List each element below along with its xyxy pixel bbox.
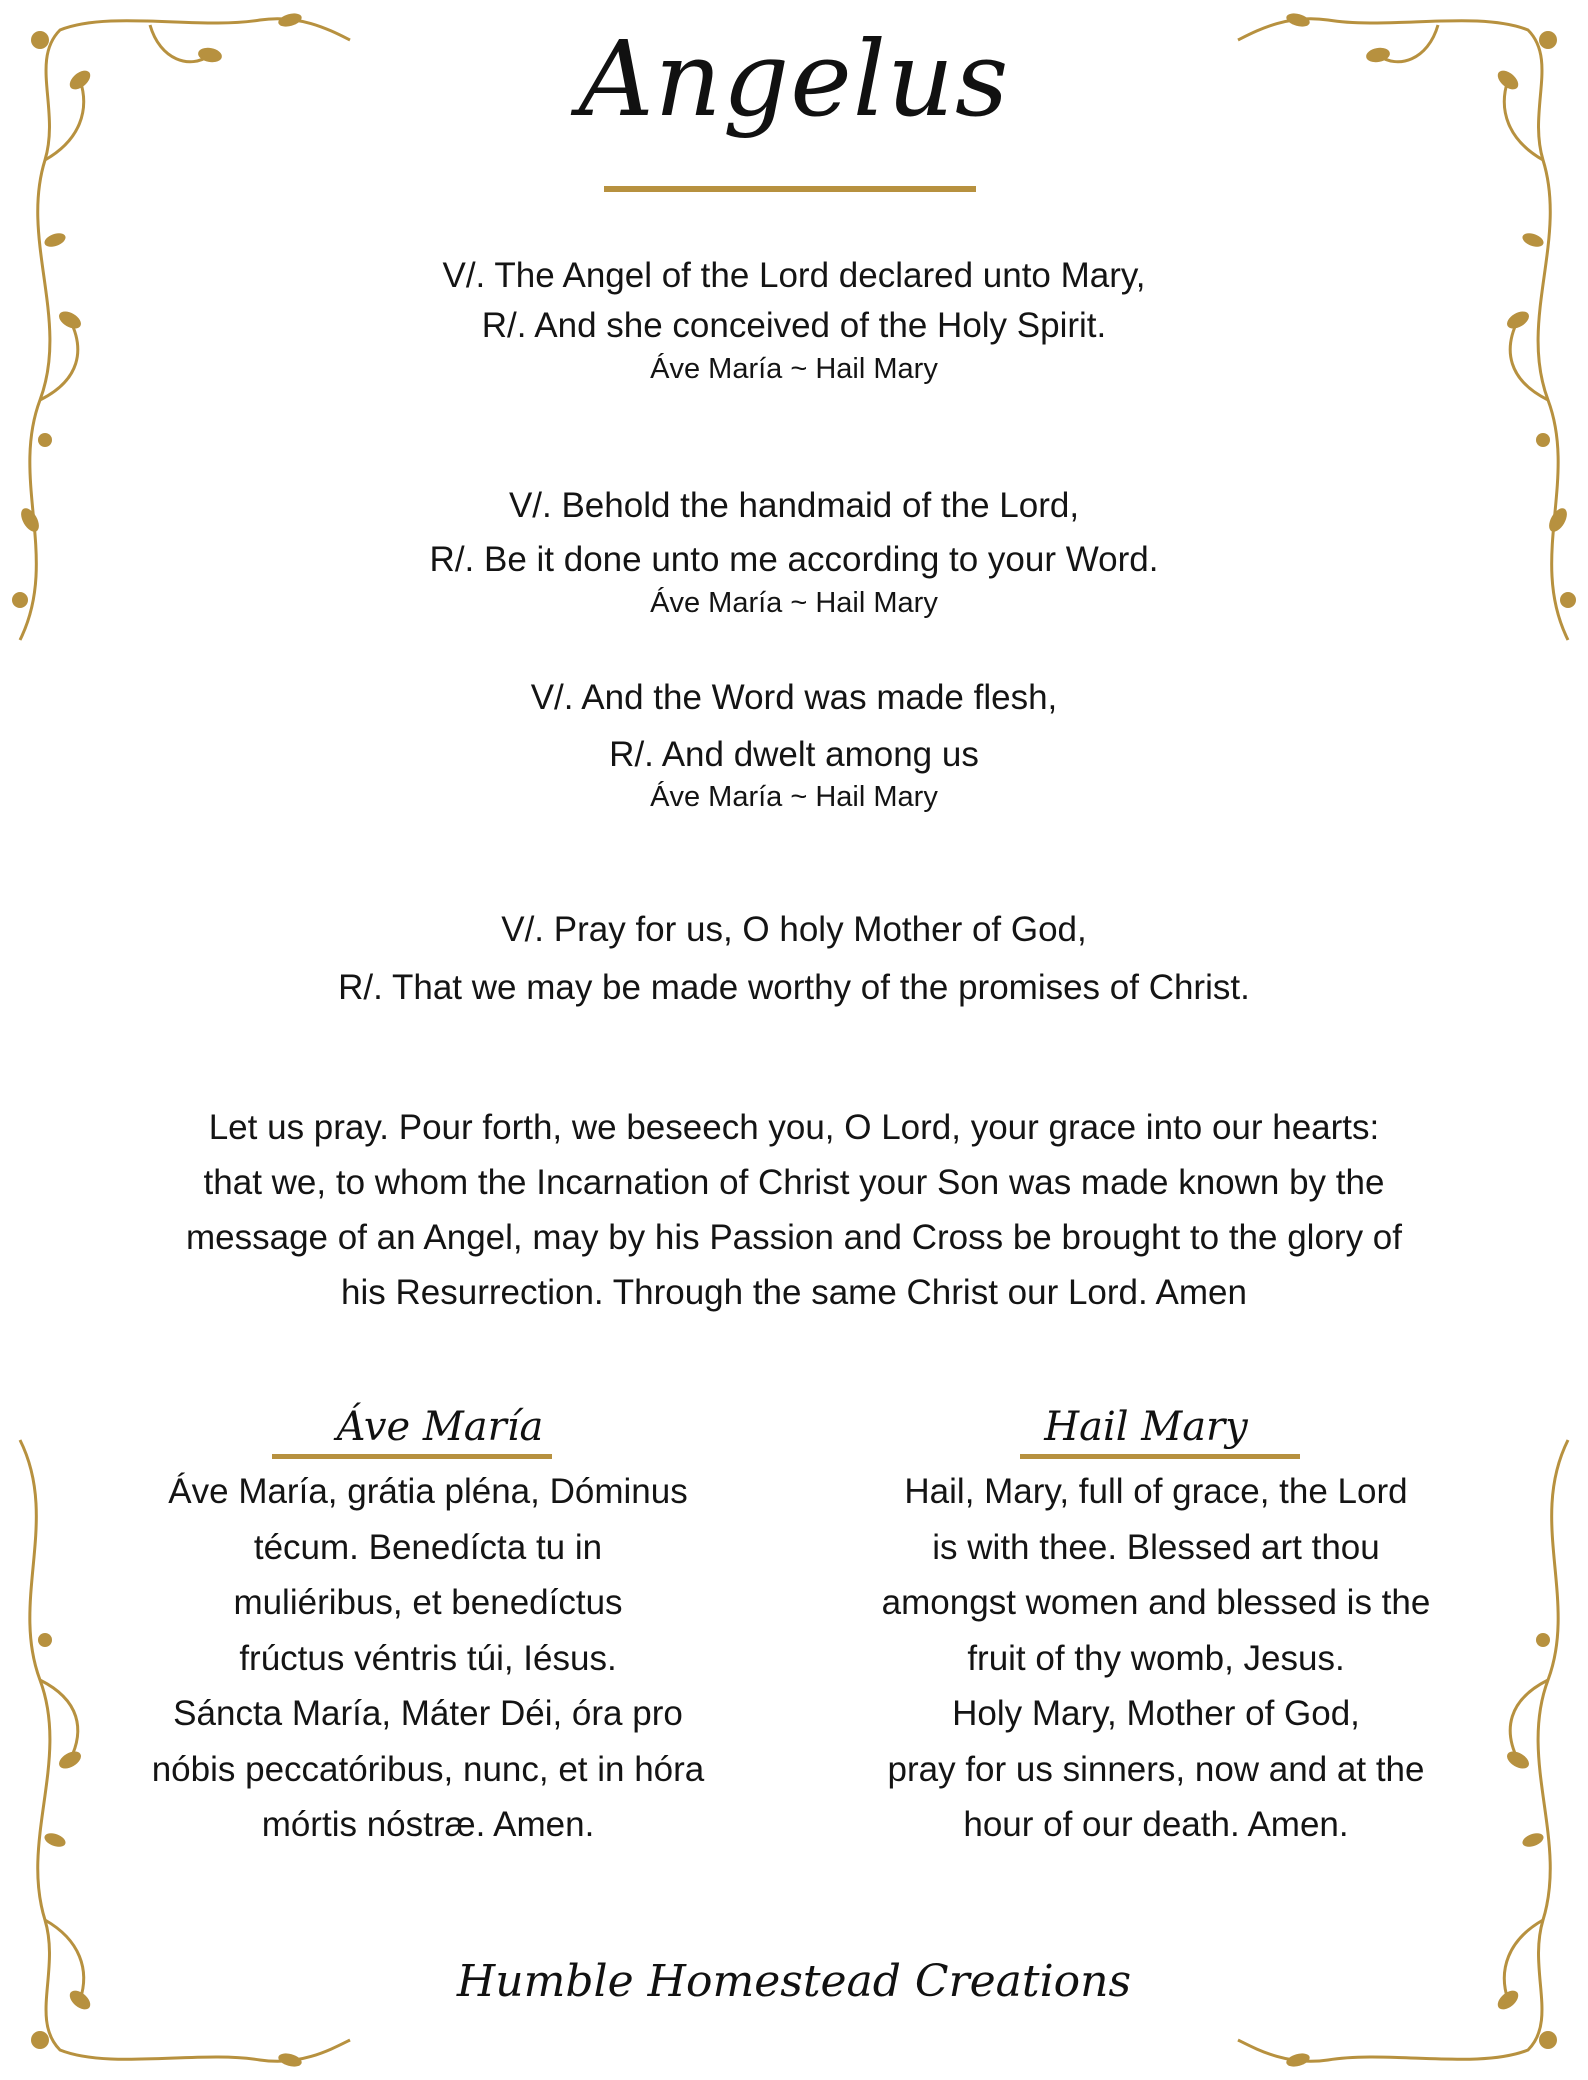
closing-prayer-line: Let us pray. Pour forth, we beseech you, O Lord, your grace into our hearts: [208,1108,1380,1147]
versicle-2-r: R/. Be it done unto me according to your Word. [429,540,1159,579]
ave-maria-text [108,1464,748,1853]
ave-maria-line: técum. Benedícta tu in [253,1527,603,1567]
ave-maria-line: frúctus véntris túi, Iésus. [239,1638,617,1678]
hail-mary-line: is with thee. Blessed art thou [932,1527,1380,1567]
versicle-1-v: V/. The Angel of the Lord declared unto Mary, [442,256,1146,295]
closing-prayer-line: that we, to whom the Incarnation of Christ your Son was made known by the [203,1163,1385,1202]
ave-maria-line: mórtis nóstræ. Amen. [261,1805,595,1844]
versicle-3-v: V/. And the Word was made flesh, [530,678,1058,717]
ave-maria-line: Áve María, grátia pléna, Dóminus [168,1472,688,1511]
hail-mary-line: Hail, Mary, full of grace, the Lord [904,1472,1408,1511]
versicle-4-r: R/. That we may be made worthy of the promises of Christ. [338,968,1250,1007]
versicle-4-v: V/. Pray for us, O holy Mother of God, [501,910,1087,949]
hail-mary-line: pray for us sinners, now and at the [887,1749,1425,1789]
hail-mary-line: amongst women and blessed is the [881,1583,1431,1622]
hail-mary-line: Holy Mary, Mother of God, [952,1694,1360,1733]
ave-maria-line: nóbis peccatóribus, nunc, et in hóra [151,1749,705,1789]
closing-prayer-line: his Resurrection. Through the same Christ our Lord. Amen [341,1273,1247,1312]
ave-maria-divider [272,1454,552,1459]
ave-maria-title: Áve María [336,1404,544,1450]
versicle-2-v: V/. Behold the handmaid of the Lord, [508,486,1080,525]
page-title: Angelus [578,18,1010,140]
closing-prayer-line: message of an Angel, may by his Passion and Cross be brought to the glory of [186,1218,1402,1257]
title-divider [604,186,976,192]
versicle-3-note: Áve María ~ Hail Mary [650,781,938,813]
versicle-3-r: R/. And dwelt among us [609,735,979,774]
hail-mary-divider [1020,1454,1300,1459]
hail-mary-line: fruit of thy womb, Jesus. [967,1638,1345,1678]
versicle-2-note: Áve María ~ Hail Mary [650,587,938,619]
versicle-1-note: Áve María ~ Hail Mary [650,353,938,385]
ave-maria-line: Sáncta María, Máter Déi, óra pro [173,1694,683,1733]
footer-signature: Humble Homestead Creations [456,1956,1132,2007]
hail-mary-line: hour of our death. Amen. [963,1805,1349,1844]
hail-mary-text [836,1464,1476,1853]
versicle-1-r: R/. And she conceived of the Holy Spirit. [481,306,1107,345]
closing-prayer [100,1100,1488,1320]
ave-maria-line: muliéribus, et benedíctus [233,1583,623,1622]
hail-mary-title: Hail Mary [1044,1404,1248,1450]
